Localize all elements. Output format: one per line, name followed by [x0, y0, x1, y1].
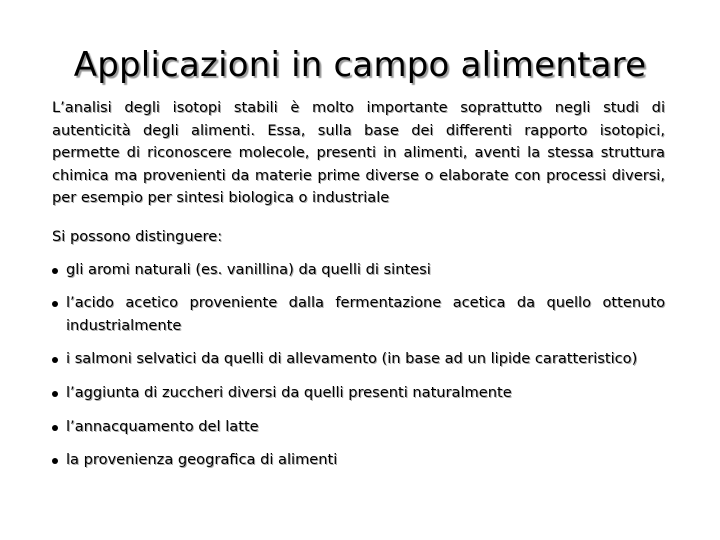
bullet-dot-icon: [52, 268, 58, 274]
bullet-dot-icon: [52, 391, 58, 397]
list-item: [52, 292, 665, 337]
list-item-text: l’aggiunta di zuccheri diversi da quelli presenti naturalmente: [66, 383, 512, 401]
list-item: [52, 348, 665, 371]
bullet-dot-icon: [52, 458, 58, 464]
list-heading: Si possono distinguere:: [52, 227, 223, 245]
bullet-dot-icon: [52, 357, 58, 363]
list-item-text: l’annacquamento del latte: [66, 417, 259, 435]
list-item: [52, 416, 665, 439]
slide-title: Applicazioni in campo alimentare: [73, 44, 647, 85]
list-item-text: l’acido acetico proveniente dalla fermentazione acetica da quello ottenuto industrialmente: [66, 294, 665, 334]
bullet-dot-icon: [52, 425, 58, 431]
bullet-dot-icon: [52, 301, 58, 307]
slide-content: [52, 97, 665, 483]
list-item: [52, 382, 665, 405]
bullet-list: [52, 259, 665, 472]
list-item-text: i salmoni selvatici da quelli di allevamento (in base ad un lipide caratteristico): [66, 350, 638, 368]
list-item-text: gli aromi naturali (es. vanillina) da quelli di sintesi: [66, 260, 431, 278]
list-item: [52, 449, 665, 472]
list-item-text: la provenienza geografica di alimenti: [66, 451, 338, 469]
intro-paragraph: L’analisi degli isotopi stabili è molto importante soprattutto negli studi di autenticità degli alimenti. Essa, sulla base dei differenti rapporto isotopici, permette di riconoscere molecole, presenti in alimenti, aventi la stessa struttura chimica ma provenienti da materie prime diverse o elaborate con processi diversi, per esempio per sintesi biologica o industriale: [52, 99, 665, 207]
list-item: [52, 259, 665, 282]
